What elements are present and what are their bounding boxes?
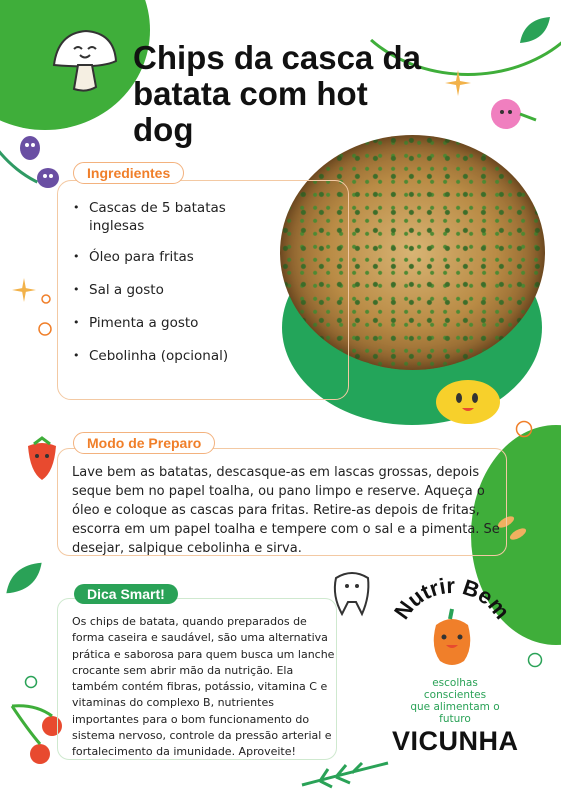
preparation-label: Modo de Preparo — [73, 432, 215, 454]
ingredient-item: • Óleo para fritas — [73, 248, 263, 266]
ingredient-item: • Cascas de 5 batatas inglesas — [73, 199, 263, 235]
circle-decor — [41, 294, 51, 304]
leaf-icon — [4, 560, 44, 596]
ingredient-item: • Cebolinha (opcional) — [73, 347, 263, 365]
ingredients-label: Ingredientes — [73, 162, 184, 184]
ingredients-list — [73, 199, 263, 365]
vicunha-brand: VICUNHA — [392, 726, 519, 756]
logo-slogan — [400, 677, 510, 725]
ingredient-item: • Pimenta a gosto — [73, 314, 263, 332]
logo-slogan-line1: escolhas conscientes — [423, 677, 487, 701]
circle-decor — [515, 420, 533, 438]
lemon-icon — [432, 376, 504, 428]
sparkle-icon — [445, 70, 471, 96]
strawberry-icon — [22, 436, 62, 482]
circle-decor — [38, 322, 52, 336]
ingredient-item: • Sal a gosto — [73, 281, 263, 299]
leaf-icon — [300, 755, 390, 793]
circle-decor — [527, 652, 543, 668]
tip-label: Dica Smart! — [74, 584, 178, 604]
sparkle-icon — [12, 278, 36, 302]
raspberry-icon — [486, 96, 538, 136]
bell-pepper-icon — [434, 609, 471, 665]
tip-text: Os chips de batata, quando preparados de forma caseira e saudável, são uma alternativa prática e saborosa para quem busca um lanche crocante sem abrir mão da nutrição. Ela também contém fibras, potássio, vitamina C e vitaminas do complexo B, nutrientes importantes para o bom funcionamento do sistema nervoso, controle da pressão arterial e fortalecimento da imunidade. Aproveite! — [72, 615, 335, 759]
preparation-text: Lave bem as batatas, descasque-as em lascas grossas, depois seque bem no papel toalha, ou pano limpo e reserve. Aqueça o óleo e coloque as cascas para fritas. Retire-as depois de fritas, escorra em um papel toalha e tempere com o sal e a pimenta. Se desejar, salpique cebolinha e sirva. — [72, 465, 500, 556]
logo-title: Nutrir Bem — [389, 575, 515, 624]
berry-icon — [18, 130, 66, 190]
recipe-title: Chips da casca da batata com hot dog — [133, 39, 421, 148]
mushroom-icon — [50, 25, 120, 95]
logo-slogan-line2: que alimentam o futuro — [410, 701, 500, 725]
circle-decor — [24, 675, 38, 689]
leaf-icon — [518, 15, 552, 45]
